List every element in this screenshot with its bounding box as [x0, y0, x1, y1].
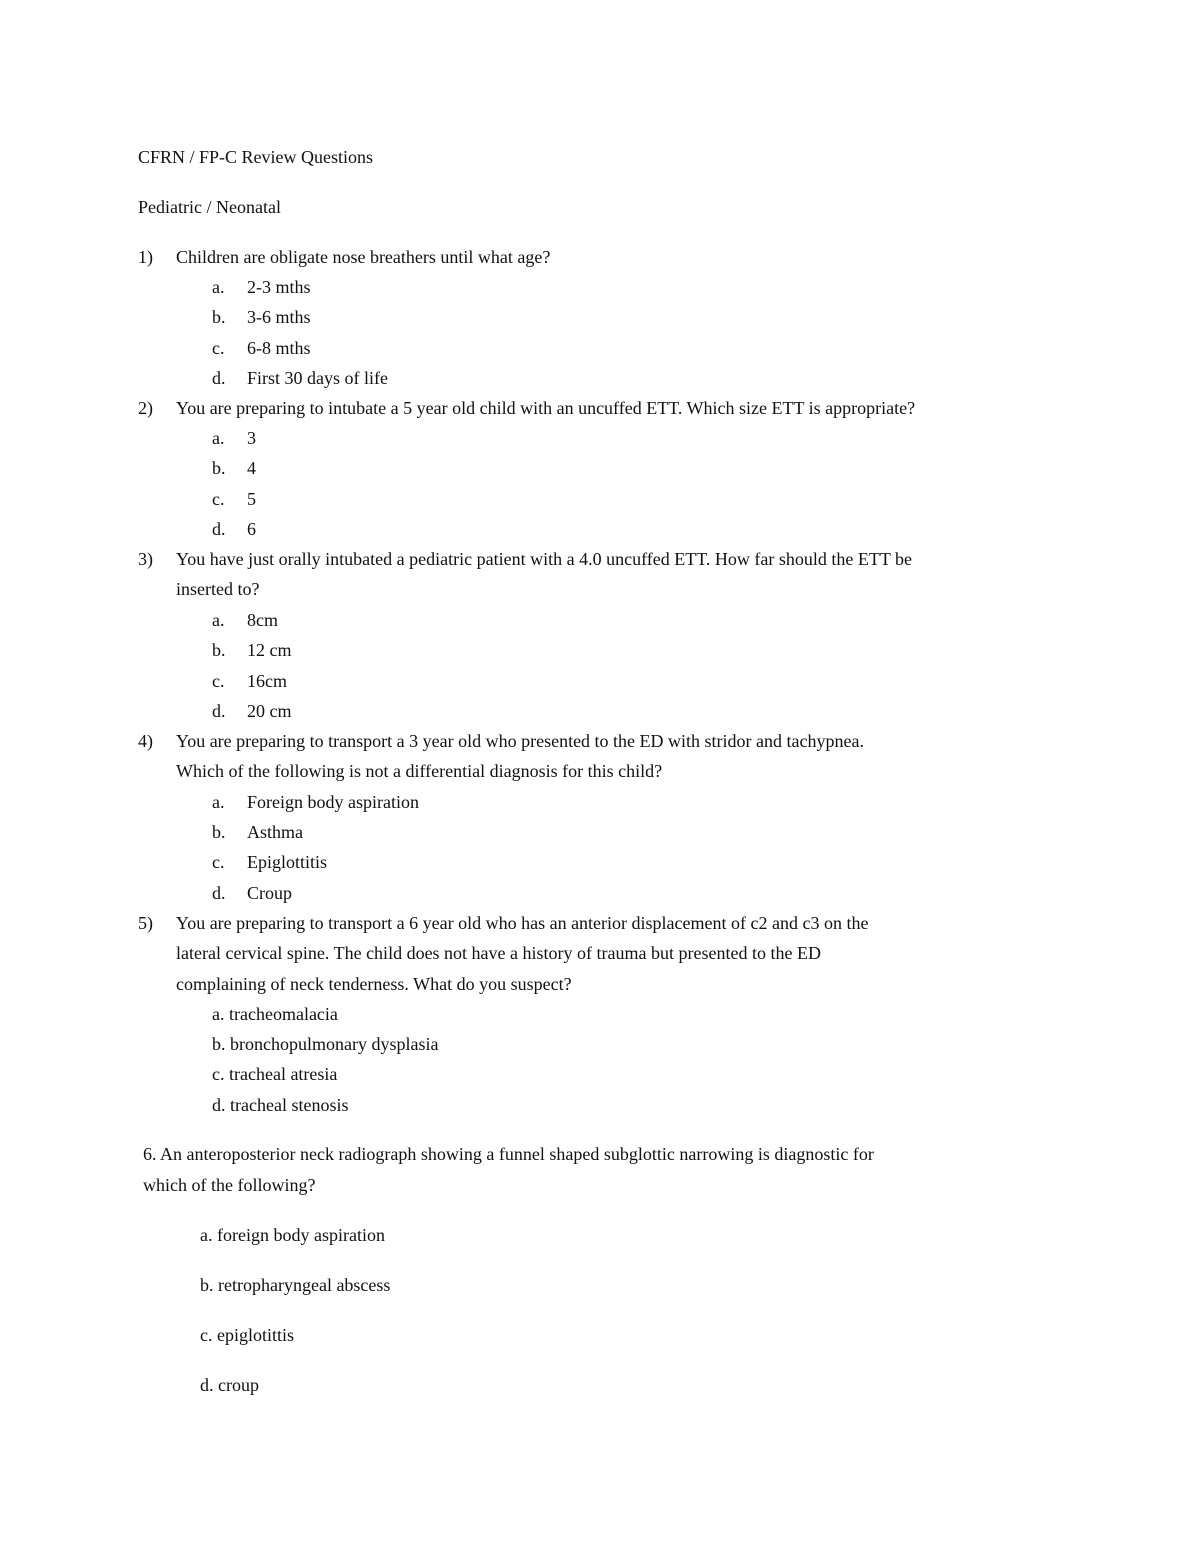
option-letter: c.	[212, 489, 225, 509]
option-text: c. tracheal atresia	[212, 1064, 338, 1084]
question-1-number: 1)	[138, 247, 153, 267]
option-text: 6	[247, 519, 256, 539]
option-letter: c.	[212, 671, 225, 691]
option-letter: d.	[212, 883, 226, 903]
option-text: Epiglottitis	[247, 852, 328, 872]
question-4-number: 4)	[138, 731, 153, 751]
option-text: b. retropharyngeal abscess	[200, 1275, 391, 1295]
section-heading: Pediatric / Neonatal	[138, 197, 281, 217]
option-text: 3	[247, 428, 256, 448]
question-5-number: 5)	[138, 913, 153, 933]
option-letter: a.	[212, 277, 225, 297]
question-2-number: 2)	[138, 398, 153, 418]
question-1-text: Children are obligate nose breathers until what age?	[176, 247, 551, 267]
question-5-text: complaining of neck tenderness. What do you suspect?	[176, 974, 572, 994]
option-text: d. tracheal stenosis	[212, 1095, 349, 1115]
question-4-text: You are preparing to transport a 3 year old who presented to the ED with stridor and tachypnea.	[176, 731, 864, 751]
question-5-text: lateral cervical spine. The child does not have a history of trauma but presented to the ED	[176, 943, 821, 963]
option-letter: c.	[212, 338, 225, 358]
option-letter: b.	[212, 640, 226, 660]
option-text: 5	[247, 489, 256, 509]
option-text: a. tracheomalacia	[212, 1004, 338, 1024]
option-text: a. foreign body aspiration	[200, 1225, 385, 1245]
option-letter: b.	[212, 458, 226, 478]
document-title: CFRN / FP-C Review Questions	[138, 147, 374, 167]
question-4-text: Which of the following is not a differential diagnosis for this child?	[176, 761, 663, 781]
option-letter: b.	[212, 822, 226, 842]
option-text: d. croup	[200, 1375, 259, 1395]
option-text: 12 cm	[247, 640, 292, 660]
option-text: 3-6 mths	[247, 307, 311, 327]
option-letter: d.	[212, 368, 226, 388]
option-text: 4	[247, 458, 256, 478]
option-text: Foreign body aspiration	[247, 792, 419, 812]
question-5-text: You are preparing to transport a 6 year old who has an anterior displacement of c2 and c3 on the	[176, 913, 869, 933]
option-text: 2-3 mths	[247, 277, 311, 297]
question-6-text: 6. An anteroposterior neck radiograph showing a funnel shaped subglottic narrowing is diagnostic for	[143, 1144, 874, 1164]
option-text: c. epiglotittis	[200, 1325, 294, 1345]
option-text: 6-8 mths	[247, 338, 311, 358]
option-letter: a.	[212, 792, 225, 812]
option-text: Croup	[247, 883, 292, 903]
option-letter: c.	[212, 852, 225, 872]
question-2-text: You are preparing to intubate a 5 year old child with an uncuffed ETT. Which size ETT is appropriate?	[176, 398, 916, 418]
question-3-number: 3)	[138, 549, 153, 569]
question-3-text: inserted to?	[176, 579, 260, 599]
option-letter: a.	[212, 428, 225, 448]
question-3-text: You have just orally intubated a pediatric patient with a 4.0 uncuffed ETT. How far should the ETT be	[176, 549, 912, 569]
option-text: 8cm	[247, 610, 278, 630]
option-text: 20 cm	[247, 701, 292, 721]
option-letter: b.	[212, 307, 226, 327]
option-text: Asthma	[247, 822, 303, 842]
question-6-text: which of the following?	[143, 1175, 316, 1195]
option-letter: d.	[212, 701, 226, 721]
option-text: b. bronchopulmonary dysplasia	[212, 1034, 439, 1054]
option-letter: d.	[212, 519, 226, 539]
option-text: First 30 days of life	[247, 368, 388, 388]
option-letter: a.	[212, 610, 225, 630]
option-text: 16cm	[247, 671, 287, 691]
